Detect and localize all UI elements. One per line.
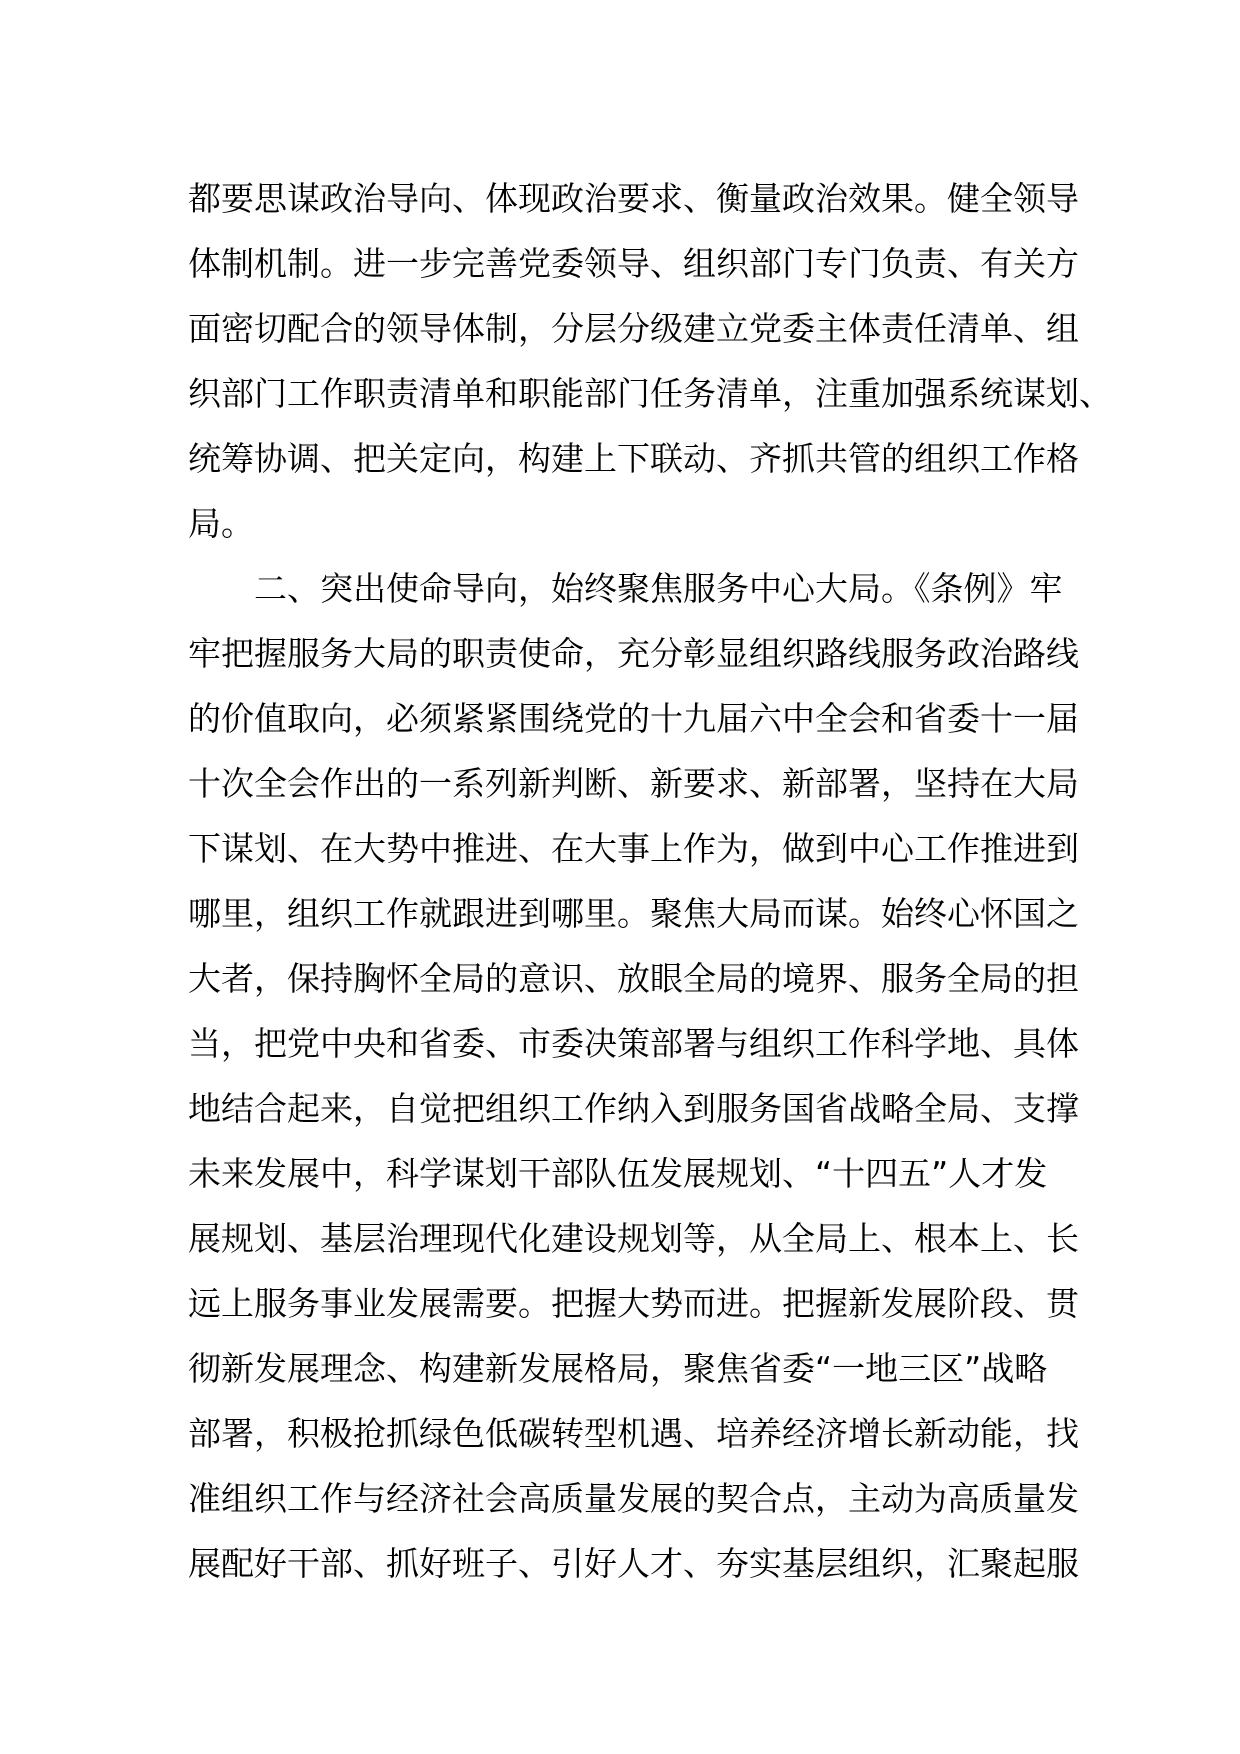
text-line: 面密切配合的领导体制，分层分级建立党委主体责任清单、组 <box>188 309 1079 348</box>
document-body <box>188 166 1112 1596</box>
text-line: 当，把党中央和省委、市委决策部署与组织工作科学地、具体 <box>188 1024 1079 1063</box>
text-line: 统筹协调、把关定向，构建上下联动、齐抓共管的组织工作格 <box>188 439 1079 478</box>
text-line: 下谋划、在大势中推进、在大事上作为，做到中心工作推进到 <box>188 829 1079 868</box>
text-line: 彻新发展理念、构建新发展格局，聚焦省委“一地三区”战略 <box>188 1349 1048 1388</box>
text-line: 的价值取向，必须紧紧围绕党的十九届六中全会和省委十一届 <box>188 699 1079 738</box>
section-heading-line: 二、突出使命导向，始终聚焦服务中心大局。《条例》牢 <box>254 569 1063 608</box>
text-line: 牢把握服务大局的职责使命，充分彰显组织路线服务政治路线 <box>188 634 1079 673</box>
text-line: 十次全会作出的一系列新判断、新要求、新部署，坚持在大局 <box>188 764 1079 803</box>
text-line: 远上服务事业发展需要。把握大势而进。把握新发展阶段、贯 <box>188 1284 1079 1323</box>
text-line: 未来发展中，科学谋划干部队伍发展规划、“十四五”人才发 <box>188 1154 1048 1193</box>
text-line: 局。 <box>188 504 254 543</box>
text-line: 展配好干部、抓好班子、引好人才、夯实基层组织，汇聚起服 <box>188 1544 1079 1583</box>
text-line: 地结合起来，自觉把组织工作纳入到服务国省战略全局、支撑 <box>188 1089 1079 1128</box>
text-line: 体制机制。进一步完善党委领导、组织部门专门负责、有关方 <box>188 244 1079 283</box>
text-line: 部署，积极抢抓绿色低碳转型机遇、培养经济增长新动能，找 <box>188 1414 1079 1453</box>
text-line: 哪里，组织工作就跟进到哪里。聚焦大局而谋。始终心怀国之 <box>188 894 1079 933</box>
text-line: 准组织工作与经济社会高质量发展的契合点，主动为高质量发 <box>188 1479 1079 1518</box>
text-line: 大者，保持胸怀全局的意识、放眼全局的境界、服务全局的担 <box>188 959 1079 998</box>
text-line: 展规划、基层治理现代化建设规划等，从全局上、根本上、长 <box>188 1219 1079 1258</box>
text-line: 织部门工作职责清单和职能部门任务清单，注重加强系统谋划、 <box>188 374 1112 413</box>
text-line: 都要思谋政治导向、体现政治要求、衡量政治效果。健全领导 <box>188 179 1079 218</box>
